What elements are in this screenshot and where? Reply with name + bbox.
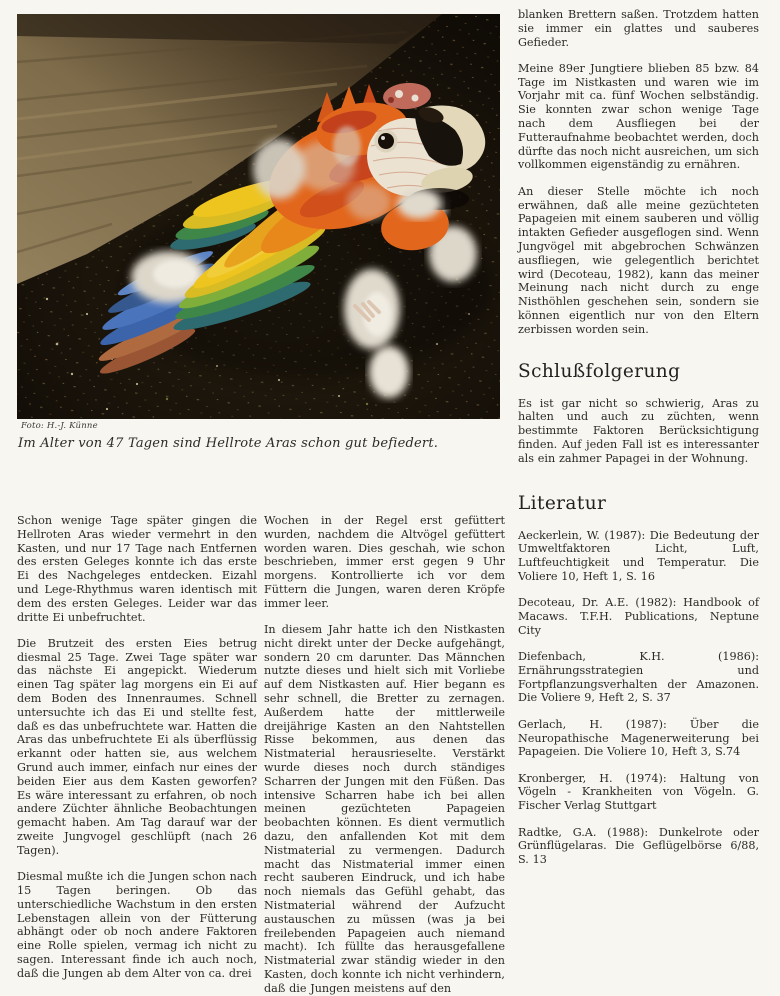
column-2 [264, 514, 505, 995]
photo-caption: Im Alter von 47 Tagen sind Hellrote Aras schon gut befiedert. [18, 436, 439, 451]
paragraph: blanken Brettern saßen. Trotzdem hatten sie immer ein glattes und sauberes Gefieder. [518, 8, 759, 49]
paragraph: Schon wenige Tage später gingen die Hellroten Aras wieder vermehrt in den Kasten, und nur 17 Tage nach Entfernen des ersten Geleges konnte ich das erste Ei des Nachgeleges entdecken. Eizahl und Lege-Rhythmus waren identisch mit dem des ersten Geleges. Leider war das dritte Ei unbefruchtet. [17, 514, 257, 624]
paragraph: Die Brutzeit des ersten Eies betrug diesmal 25 Tage. Zwei Tage später war das nächste Ei angepickt. Wiederum einen Tag später lag morgens ein Ei auf dem Boden des Innenraumes. Schnell untersuchte ich das Ei und stellte fest, daß es das unbefruchtete war. Hatten die Aras das unbefruchtete Ei als überflüssig erkannt oder hatten sie, aus welchem Grund auch immer, einfach nur eines der beiden Eier aus dem Kasten geworfen? Es wäre interessant zu erfahren, ob noch andere Züchter ähnliche Beobachtungen gemacht haben. Am Tag darauf war der zweite Jungvogel geschlüpft (nach 26 Tagen). [17, 636, 257, 857]
column-3 [518, 8, 759, 980]
paragraph: Wochen in der Regel erst gefüttert wurden, nachdem die Altvögel gefüttert worden waren. Dies geschah, wie schon beschrieben, immer erst gegen 9 Uhr morgens. Kontrollierte ich vor dem Füttern die Jungen, waren deren Kröpfe immer leer. [264, 514, 505, 610]
paragraph: An dieser Stelle möchte ich noch erwähnen, daß alle meine gezüchteten Papageien mit einem sauberen und völlig intakten Gefieder ausgeflogen sind. Wenn Jungvögel mit abgebrochen Schwänzen ausfliegen, wie gelegentlich berichtet wird (Decoteau, 1982), kann das meiner Meinung nach nicht durch zu enge Nisthöhlen geschehen sein, sondern sie können eigentlich nur von den Eltern zerbissen worden sein. [518, 184, 759, 336]
paragraph: Diesmal mußte ich die Jungen schon nach 15 Tagen beringen. Ob das unterschiedliche Wachstum in den ersten Lebenstagen allein von der Fütterung abhängt oder ob noch andere Faktoren eine Rolle spielen, vermag ich nicht zu sagen. Interessant finde ich auch noch, daß die Jungen ab dem Alter von ca. drei [17, 870, 257, 980]
photo-credit: Foto: H.-J. Künne [21, 421, 98, 431]
reference: Diefenbach, K.H. (1986): Ernährungsstrategien und Fortpflanzungsverhalten der Amazonen. Die Voliere 9, Heft 2, S. 37 [518, 650, 759, 705]
conclusion-heading: Schlußfolgerung [518, 360, 681, 382]
reference: Kronberger, H. (1974): Haltung von Vögeln - Krankheiten von Vögeln. G. Fischer Verlag Stuttgart [518, 771, 759, 813]
paragraph: Meine 89er Jungtiere blieben 85 bzw. 84 Tage im Nistkasten und waren wie im Vorjahr mit ca. fünf Wochen selbständig. Sie konnten zwar schon wenige Tage nach dem Ausfliegen bei der Futteraufnahme beobachtet werden, doch dürfte das noch nicht ausreichen, um sich vollkommen eigenständig zu ernähren. [518, 61, 759, 172]
reference: Gerlach, H. (1987): Über die Neuropathische Magenerweiterung bei Papageien. Die Voliere 10, Heft 3, S.74 [518, 717, 759, 759]
macaw-chick-photo [17, 14, 500, 419]
photo-frame [17, 14, 500, 419]
paragraph: In diesem Jahr hatte ich den Nistkasten nicht direkt unter der Decke aufgehängt, sondern 20 cm darunter. Das Männchen nutzte dieses und hielt sich mit Vorliebe auf dem Nistkasten auf. Hier begann es sehr schnell, die Bretter zu zernagen. Außerdem hatte der mittlerweile dreijährige Kasten an den Nahtstellen Risse bekommen, aus denen das Nistmaterial herausrieselte. Verstärkt wurde dieses noch durch ständiges Scharren der Jungen mit den Füßen. Das intensive Scharren habe ich bei allen meinen gezüchteten Papageien beobachten können. Es dient vermutlich dazu, den anfallenden Kot mit dem Nistmaterial zu vermengen. Dadurch macht das Nistmaterial immer einen recht sauberen Eindruck, und ich habe noch niemals das Gefühl gehabt, das Nistmaterial während der Aufzucht austauschen zu müssen (was ja bei freilebenden Papageien auch niemand macht). Ich füllte das herausgefallene Nistmaterial zwar ständig wieder in den Kasten, doch konnte ich nicht verhindern, daß die Jungen meistens auf den [264, 623, 505, 995]
reference: Decoteau, Dr. A.E. (1982): Handbook of Macaws. T.F.H. Publications, Neptune City [518, 596, 759, 637]
literature-heading: Literatur [518, 492, 607, 514]
column-1 [17, 514, 257, 980]
conclusion-paragraph: Es ist gar nicht so schwierig, Aras zu halten und auch zu züchten, wenn bestimmte Faktoren Berücksichtigung finden. Auf jeden Fall ist es interessanter als ein zahmer Papagei in der Wohnung. [518, 396, 759, 465]
reference: Aeckerlein, W. (1987): Die Bedeutung der Umweltfaktoren Licht, Luft, Luftfeuchtigkeit und Temperatur. Die Voliere 10, Heft 1, S. 16 [518, 528, 759, 583]
reference: Radtke, G.A. (1988): Dunkelrote oder Grünflügelaras. Die Geflügelbörse 6/88, S. 13 [518, 825, 759, 867]
